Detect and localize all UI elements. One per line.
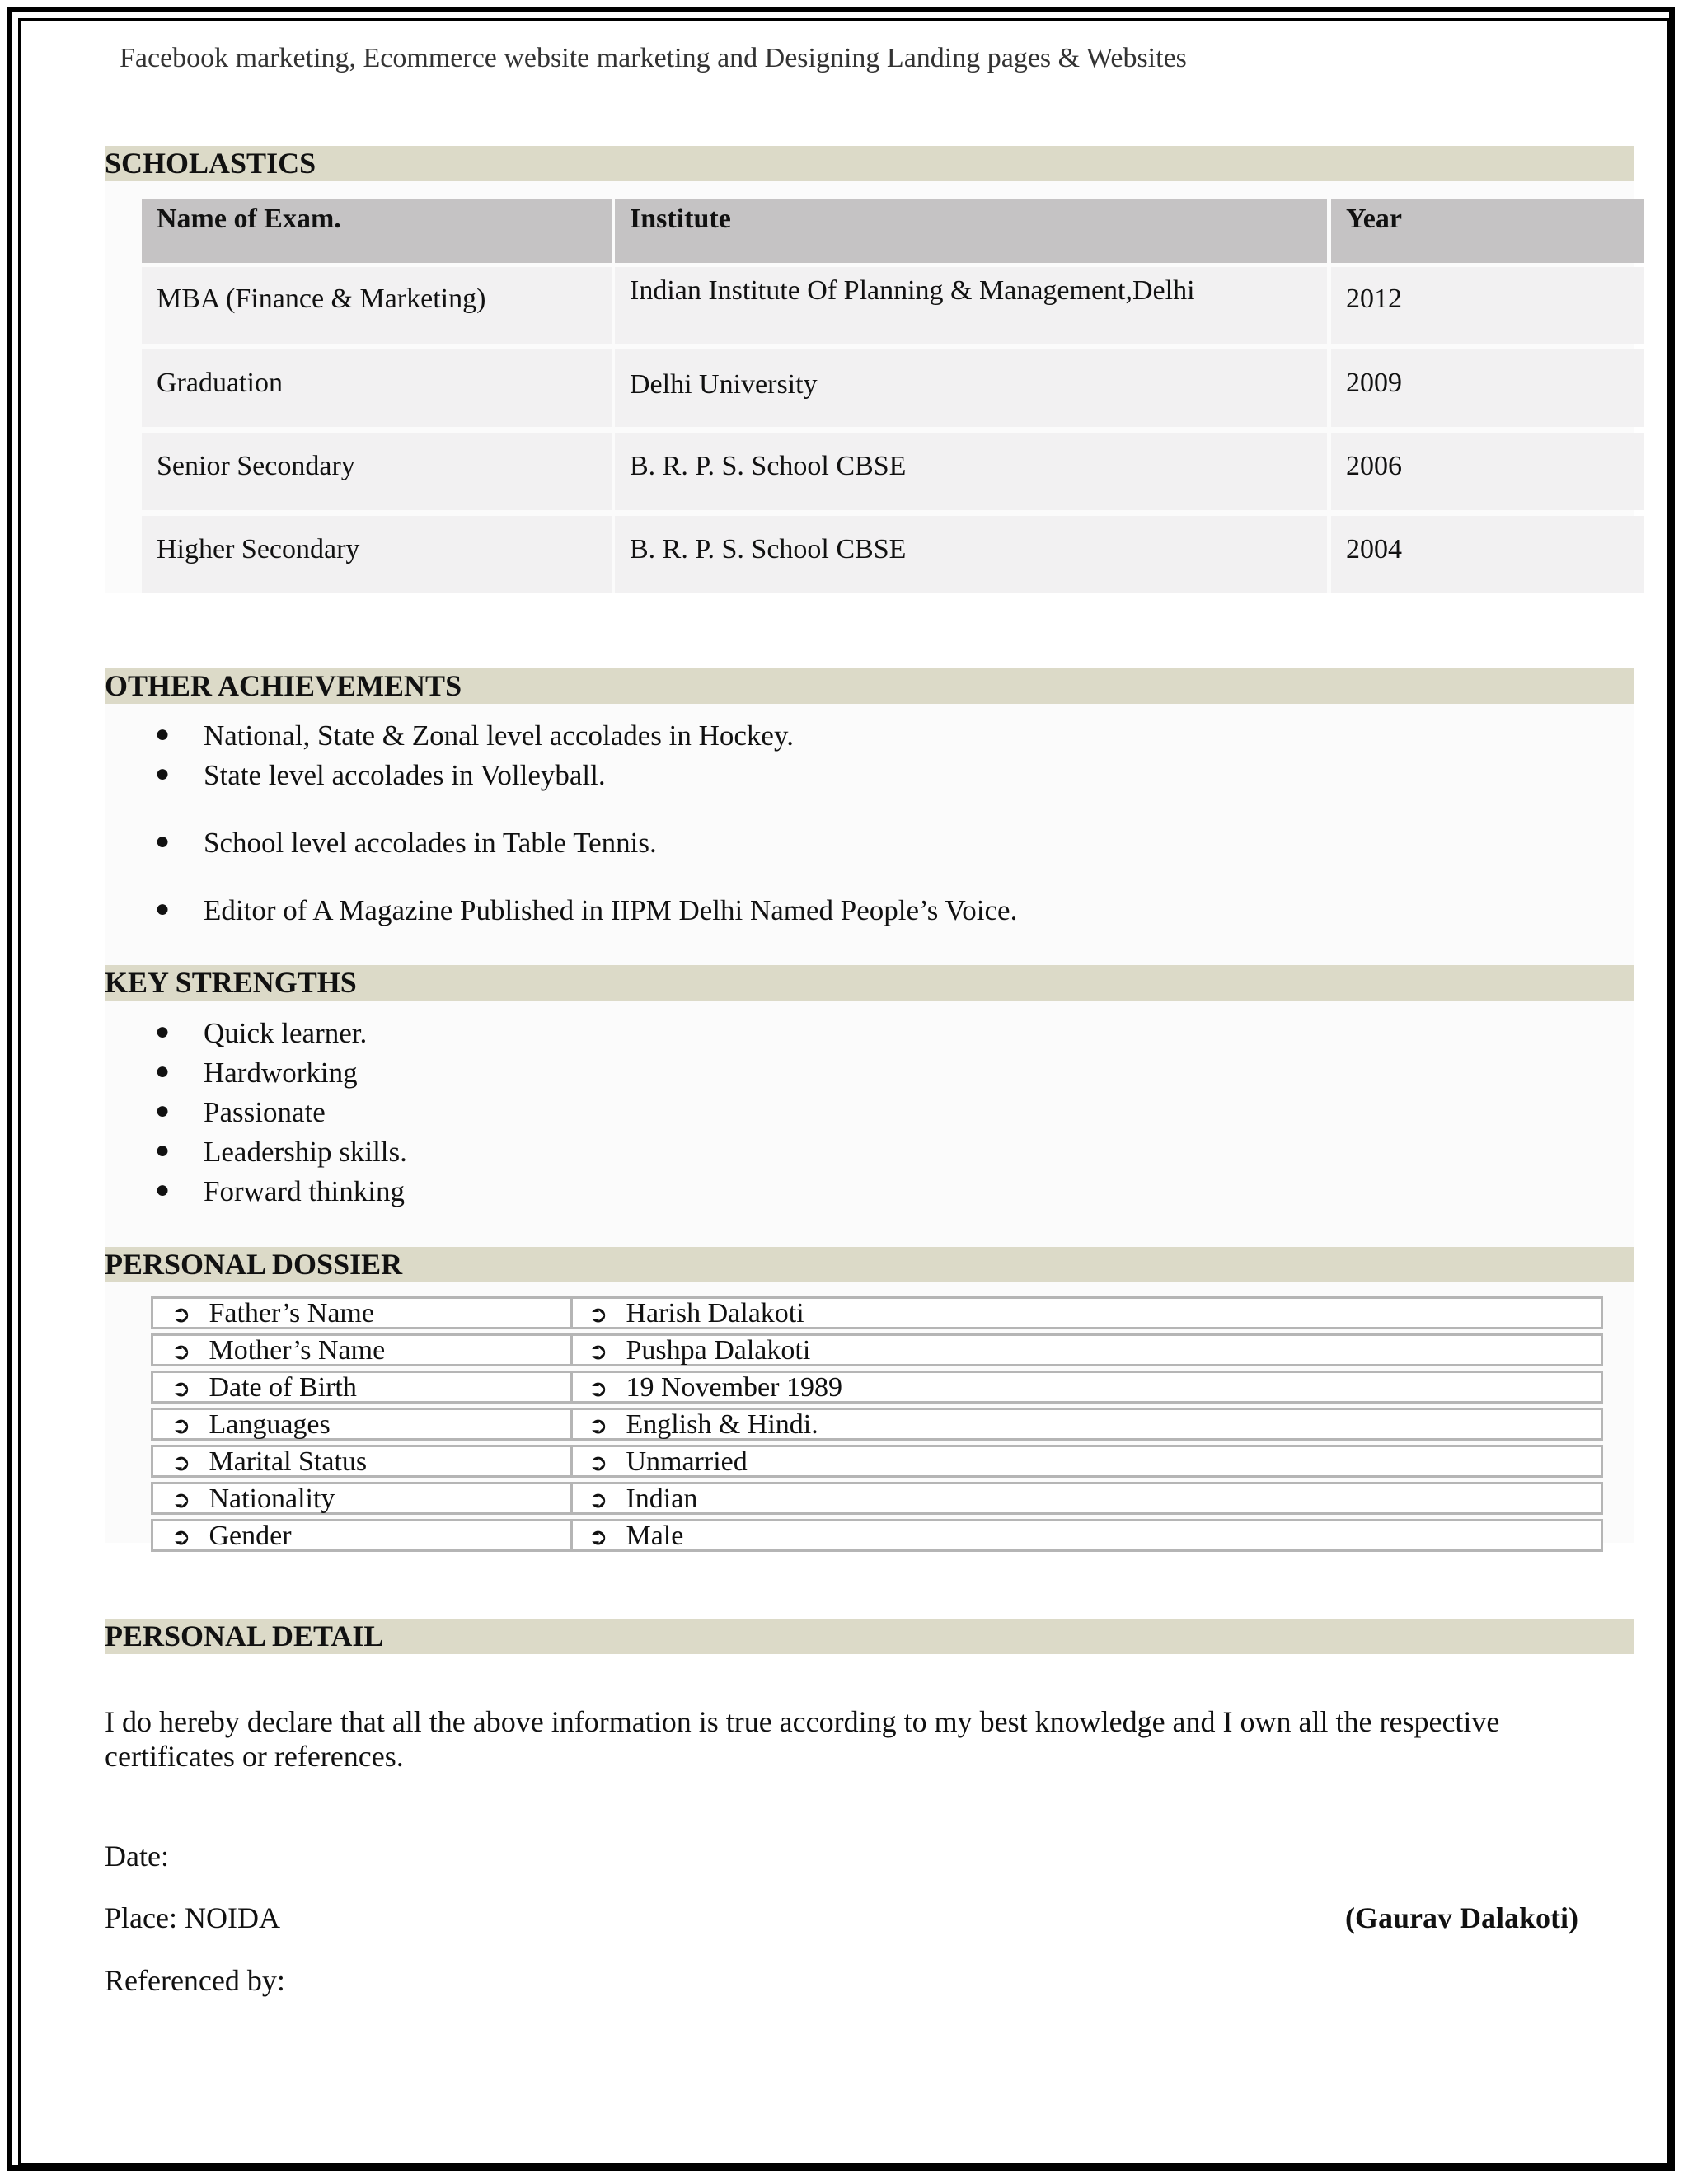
bullet-dot-icon: ●: [155, 827, 171, 855]
list-item: Hardworking: [204, 1057, 358, 1089]
arrow-right-icon: ➲: [588, 1488, 608, 1513]
arrow-right-icon: ➲: [588, 1451, 608, 1476]
bullet-dot-icon: ●: [155, 1097, 171, 1124]
column-divider: [570, 1410, 573, 1438]
table-header-institute: Institute: [615, 199, 1327, 263]
table-row: [151, 1519, 1603, 1552]
table-cell-institute: Delhi University: [615, 349, 1327, 427]
table-row: [151, 1408, 1603, 1441]
intro-text: Facebook marketing, Ecommerce website marketing and Designing Landing pages & Websites: [120, 43, 1187, 73]
dossier-value: [588, 1336, 810, 1364]
arrow-right-icon: ➲: [588, 1525, 608, 1550]
table-cell-institute: B. R. P. S. School CBSE: [615, 516, 1327, 593]
table-cell-institute: Indian Institute Of Planning & Management,Delhi: [615, 267, 1327, 344]
section-heading-detail: PERSONAL DETAIL: [105, 1619, 1634, 1654]
dossier-label-text: Father’s Name: [209, 1298, 374, 1329]
dossier-value-text: Unmarried: [626, 1446, 748, 1477]
dossier-value-text: Male: [626, 1521, 684, 1551]
dossier-label: [171, 1410, 331, 1438]
dossier-value: [588, 1373, 842, 1401]
arrow-right-icon: ➲: [588, 1302, 608, 1328]
arrow-right-icon: ➲: [171, 1413, 191, 1439]
table-cell-year: 2004: [1331, 516, 1644, 593]
list-item: Quick learner.: [204, 1017, 368, 1049]
table-header-exam: Name of Exam.: [142, 199, 612, 263]
table-cell-exam: Graduation: [142, 349, 612, 427]
dossier-label-text: Languages: [209, 1409, 331, 1440]
table-row: [151, 1296, 1603, 1329]
column-divider: [570, 1299, 573, 1327]
table-cell-institute: B. R. P. S. School CBSE: [615, 433, 1327, 510]
declaration-text-line1: I do hereby declare that all the above information is true according to my best knowledge and I own all the respective: [105, 1705, 1500, 1738]
list-item: Leadership skills.: [204, 1136, 407, 1168]
dossier-label-text: Gender: [209, 1521, 292, 1551]
dossier-label: [171, 1484, 335, 1512]
arrow-right-icon: ➲: [171, 1339, 191, 1365]
table-row: [151, 1445, 1603, 1478]
arrow-right-icon: ➲: [171, 1302, 191, 1328]
table-row: [151, 1482, 1603, 1515]
bullet-dot-icon: ●: [155, 895, 171, 922]
table-cell-year: 2012: [1331, 267, 1644, 344]
table-cell-exam: Senior Secondary: [142, 433, 612, 510]
dossier-label-text: Nationality: [209, 1483, 335, 1514]
bullet-dot-icon: ●: [155, 1137, 171, 1164]
place-label: Place: NOIDA: [105, 1901, 280, 1934]
bullet-dot-icon: ●: [155, 1176, 171, 1203]
bullet-dot-icon: ●: [155, 720, 171, 748]
list-item: Passionate: [204, 1096, 326, 1128]
dossier-label-text: Date of Birth: [209, 1372, 357, 1403]
table-cell-exam: Higher Secondary: [142, 516, 612, 593]
dossier-value: [588, 1521, 683, 1549]
bullet-dot-icon: ●: [155, 760, 171, 787]
list-item: State level accolades in Volleyball.: [204, 759, 606, 791]
bullet-dot-icon: ●: [155, 1057, 171, 1085]
dossier-label-text: Mother’s Name: [209, 1335, 386, 1366]
table-header-year: Year: [1331, 199, 1644, 263]
dossier-value: [588, 1410, 818, 1438]
table-cell-year: 2009: [1331, 349, 1644, 427]
bullet-dot-icon: ●: [155, 1018, 171, 1045]
column-divider: [570, 1484, 573, 1512]
table-cell-year: 2006: [1331, 433, 1644, 510]
column-divider: [570, 1373, 573, 1401]
dossier-label-text: Marital Status: [209, 1446, 368, 1477]
table-cell-exam: MBA (Finance & Marketing): [142, 267, 612, 344]
dossier-value-text: English & Hindi.: [626, 1409, 818, 1440]
arrow-right-icon: ➲: [171, 1525, 191, 1550]
dossier-label: [171, 1521, 292, 1549]
arrow-right-icon: ➲: [588, 1339, 608, 1365]
signature-name: (Gaurav Dalakoti): [1345, 1901, 1578, 1934]
dossier-value-text: Harish Dalakoti: [626, 1298, 804, 1329]
column-divider: [570, 1521, 573, 1549]
list-item: Editor of A Magazine Published in IIPM Delhi Named People’s Voice.: [204, 894, 1018, 926]
arrow-right-icon: ➲: [588, 1376, 608, 1402]
dossier-value-text: Pushpa Dalakoti: [626, 1335, 811, 1366]
column-divider: [570, 1447, 573, 1475]
table-row: [151, 1371, 1603, 1404]
date-label: Date:: [105, 1840, 169, 1872]
list-item: National, State & Zonal level accolades in Hockey.: [204, 719, 794, 752]
dossier-label: [171, 1299, 374, 1327]
declaration-text-line2: certificates or references.: [105, 1740, 404, 1773]
arrow-right-icon: ➲: [171, 1451, 191, 1476]
list-item: School level accolades in Table Tennis.: [204, 827, 657, 859]
list-item: Forward thinking: [204, 1175, 406, 1207]
arrow-right-icon: ➲: [588, 1413, 608, 1439]
dossier-value: [588, 1299, 804, 1327]
dossier-label: [171, 1447, 367, 1475]
dossier-value: [588, 1484, 697, 1512]
arrow-right-icon: ➲: [171, 1488, 191, 1513]
section-heading-dossier: PERSONAL DOSSIER: [105, 1247, 1634, 1282]
dossier-label: [171, 1336, 385, 1364]
section-heading-achievements: OTHER ACHIEVEMENTS: [105, 668, 1634, 704]
referenced-by-label: Referenced by:: [105, 1964, 285, 1997]
dossier-value-text: 19 November 1989: [626, 1372, 842, 1403]
section-heading-strengths: KEY STRENGTHS: [105, 965, 1634, 1001]
column-divider: [570, 1336, 573, 1364]
dossier-value: [588, 1447, 748, 1475]
dossier-value-text: Indian: [626, 1483, 698, 1514]
arrow-right-icon: ➲: [171, 1376, 191, 1402]
dossier-label: [171, 1373, 357, 1401]
table-row: [151, 1333, 1603, 1366]
section-heading-scholastics: SCHOLASTICS: [105, 146, 1634, 181]
